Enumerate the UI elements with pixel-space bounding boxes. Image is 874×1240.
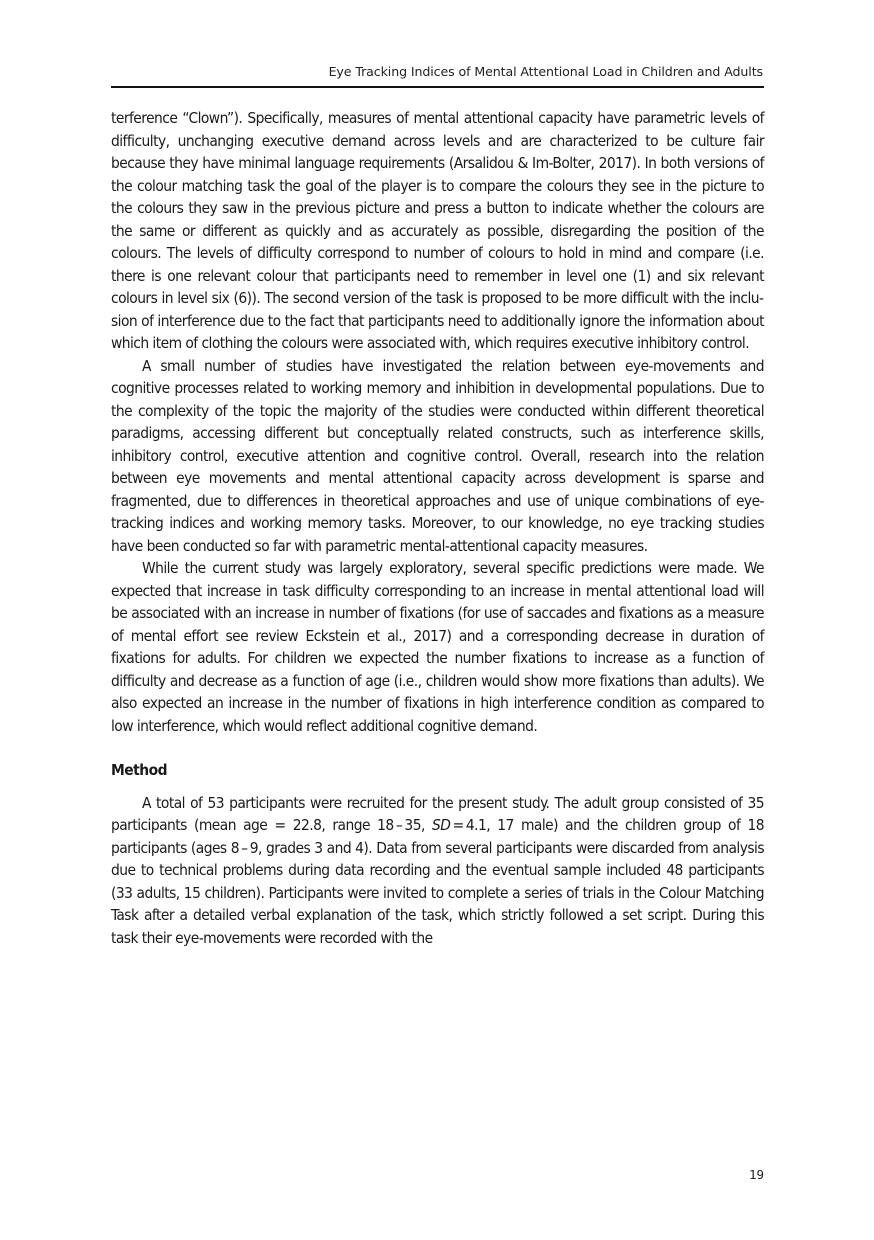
paragraph-method — [111, 792, 764, 950]
header-rule-divider — [111, 86, 764, 88]
paragraph-prior-studies: A small number of studies have investigated the relation between eye-movements and cognitive processes related to working memory and inhibition in developmental populations. Due to the complexity of the topic the majority of the studies were conducted within different theoretical paradigms, accessing different but conceptually related constructs, such as interference skills, inhibitory control, executive attention and cognitive control. Overall, research into the relation between eye movements and mental attentional capacity across development is sparse and fragmented, due to differences in theoretical approaches and use of unique combinations of eye-tracking indices and working memory tasks. Moreover, to our knowledge, no eye tracking studies have been conducted so far with parametric mental-attentional capacity measures. — [111, 356, 764, 555]
page-number: 19 — [748, 1167, 764, 1182]
section-heading-method: Method — [111, 761, 168, 779]
method-text-part-1: A total of 53 participants were recruited for the present study. The adult group consisted of 35 participants (mean age = 22.8, range 18 – 35, — [111, 793, 764, 834]
running-header-title: Eye Tracking Indices of Mental Attentional Load in Children and Adults — [328, 64, 763, 79]
sd-label: SD — [432, 816, 451, 834]
method-text-part-2: = 4.1, 17 male) and the children group of 18 participants (ages 8 – 9, grades 3 and 4). Data from several participants were discarded from analysis due to technical problems during data recording and the eventual sample included 48 participants (33 adults, 15 children). Participants were invited to complete a series of trials in the Colour Matching Task after a detailed verbal explanation of the task, which strictly followed a set script. During this task their eye-movements were recorded with the — [111, 816, 764, 947]
body-text — [111, 107, 764, 949]
paragraph-predictions: While the current study was largely exploratory, several specific predictions were made. We expected that increase in task difficulty corresponding to an increase in mental attentional load will be associated with an increase in number of fixations (for use of saccades and fixations as a measure of mental effort see review Eckstein et al., 2017) and a corresponding decrease in duration of fixations for adults. For children we expected the number fixations to increase as a function of difficulty and decrease as a function of age (i.e., children would show more fixations than adults). We also expected an increase in the number of fixations in high interference condition as compared to low interference, which would reflect additional cognitive demand. — [111, 559, 764, 735]
paragraph-continued: terference “Clown”). Specifically, measures of mental attentional capacity have parametric levels of difficulty, unchanging executive demand across levels and are characterized to be culture fair because they have minimal language requirements (Arsalidou & Im-Bolter, 2017). In both versions of the colour matching task the goal of the player is to compare the colours they see in the picture to the colours they saw in the previous picture and press a button to indicate whether the colours are the same or different as quickly and as accurately as possible, disregarding the position of the colours. The levels of difficulty correspond to number of colours to hold in mind and compare (i.e. there is one relevant colour that participants need to remember in level one (1) and six relevant colours in level six (6)). The second version of the task is proposed to be more difficult with the inclusion of interference due to the fact that participants need to additionally ignore the information about which item of clothing the colours were associated with, which requires executive inhibitory control. — [111, 109, 764, 352]
